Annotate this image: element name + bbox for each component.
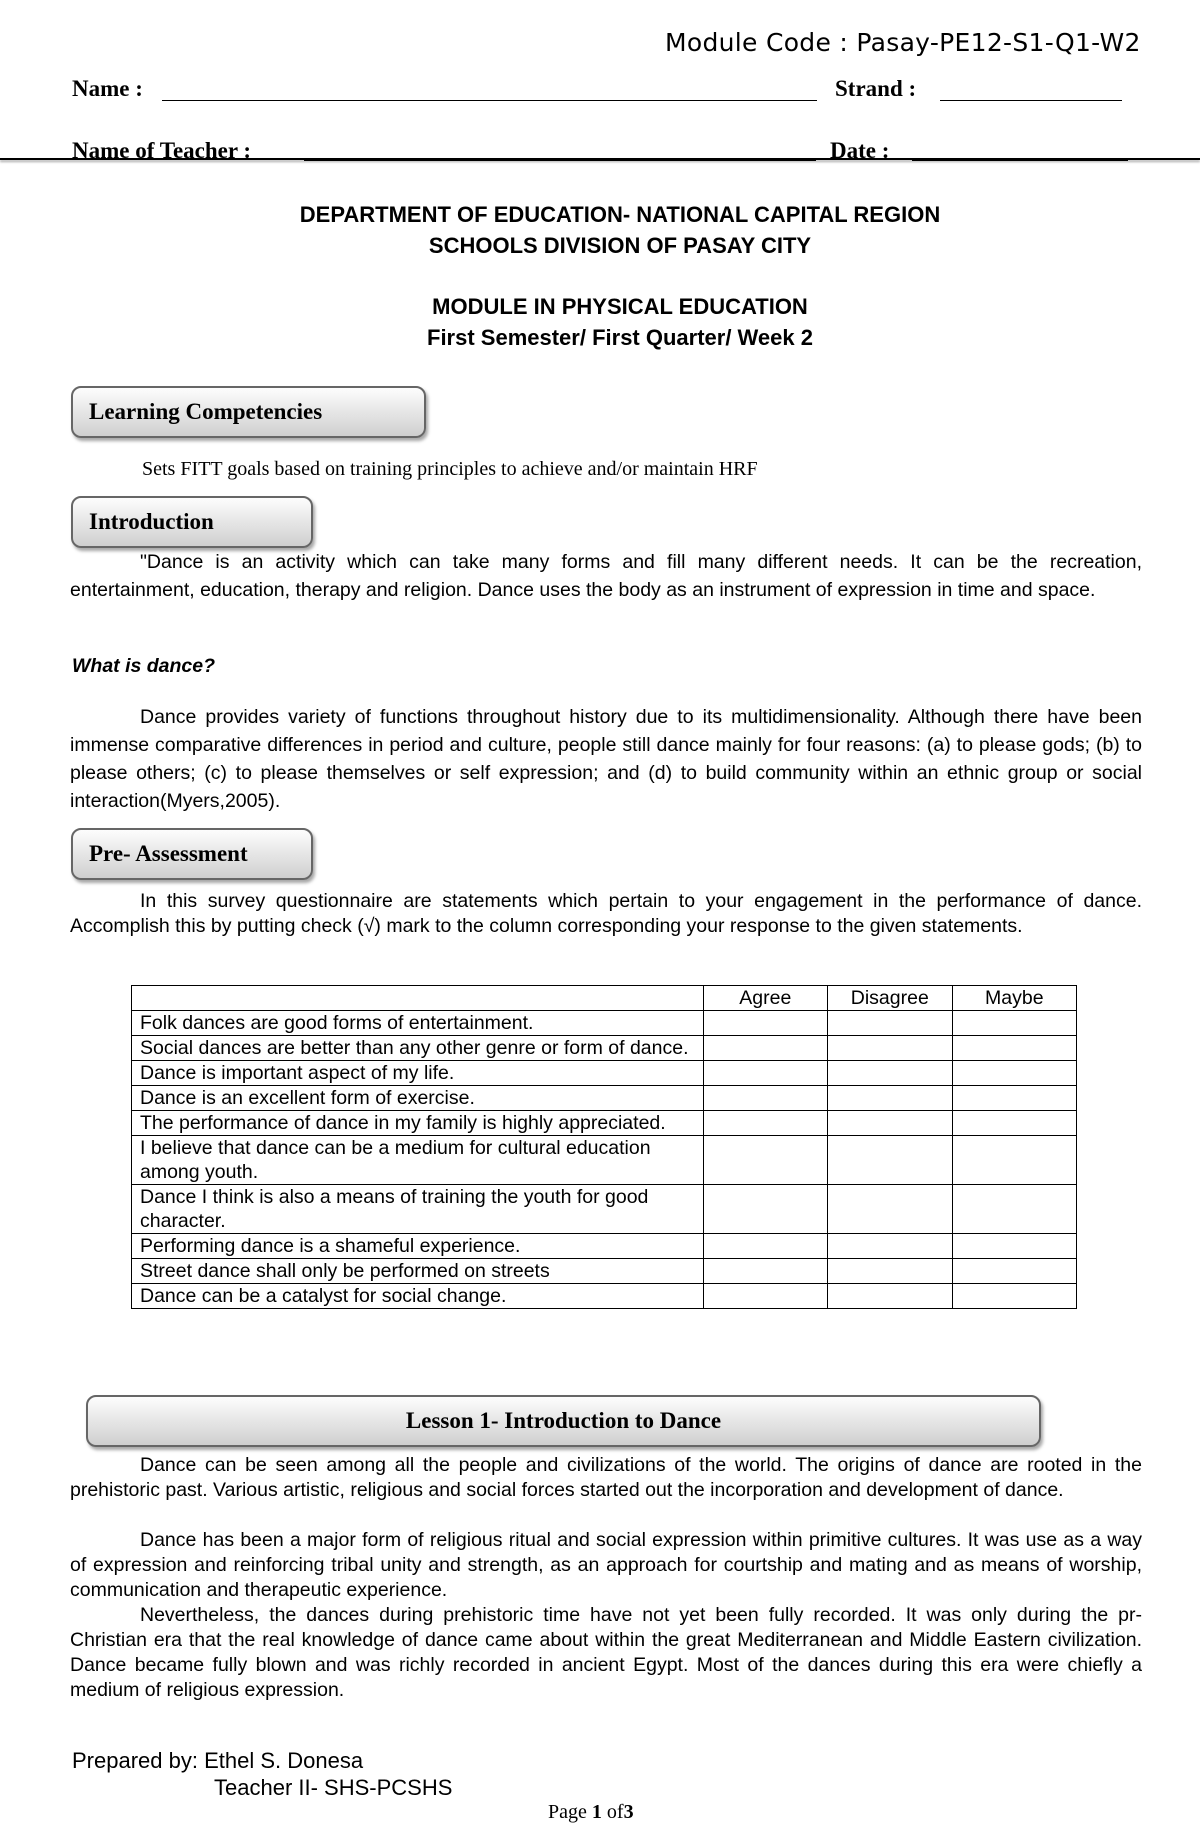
survey-row <box>132 1036 1077 1061</box>
what-is-dance-question: What is dance? <box>72 655 216 677</box>
survey-instructions-text: In this survey questionnaire are statements which pertain to your engagement in the performance of dance. Accomplish this by putting check (√) mark to the column corresponding your response to the given statements. <box>70 890 1142 937</box>
lesson1-paragraph-2-text: Dance has been a major form of religious ritual and social expression within primitive cultures. It was use as a way of expression and reinforcing tribal unity and strength, as an approach for courtship and mating and as means of worship, communication and therapeutic experience. <box>70 1529 1142 1601</box>
survey-row <box>132 1061 1077 1086</box>
date-field-line[interactable] <box>912 160 1128 161</box>
survey-statement: Dance is important aspect of my life. <box>132 1061 704 1086</box>
current-page: 1 <box>591 1801 602 1823</box>
maybe-checkbox-cell[interactable] <box>952 1185 1076 1234</box>
maybe-checkbox-cell[interactable] <box>952 1259 1076 1284</box>
agree-checkbox-cell[interactable] <box>703 1284 827 1309</box>
lesson1-paragraph-3 <box>70 1603 1142 1703</box>
lesson1-paragraph-1 <box>70 1453 1142 1503</box>
pre-assessment-heading <box>71 828 313 880</box>
competency-text: Sets FITT goals based on training principles to achieve and/or maintain HRF <box>142 458 758 480</box>
maybe-checkbox-cell[interactable] <box>952 1061 1076 1086</box>
lesson1-heading <box>86 1395 1041 1447</box>
agree-checkbox-cell[interactable] <box>703 1036 827 1061</box>
dance-functions-paragraph <box>70 703 1142 815</box>
lesson1-paragraph-2 <box>70 1528 1142 1603</box>
maybe-checkbox-cell[interactable] <box>952 1284 1076 1309</box>
agree-checkbox-cell[interactable] <box>703 1234 827 1259</box>
pre-assessment-label: Pre- Assessment <box>89 841 248 866</box>
survey-statement: Performing dance is a shameful experience. <box>132 1234 704 1259</box>
statement-column-header <box>132 986 704 1011</box>
disagree-column-header: Disagree <box>827 986 952 1011</box>
maybe-column-header: Maybe <box>952 986 1076 1011</box>
survey-statement: The performance of dance in my family is highly appreciated. <box>132 1111 704 1136</box>
disagree-checkbox-cell[interactable] <box>827 1086 952 1111</box>
disagree-checkbox-cell[interactable] <box>827 1011 952 1036</box>
survey-table <box>131 985 1077 1309</box>
name-label: Name : <box>72 76 143 101</box>
disagree-checkbox-cell[interactable] <box>827 1234 952 1259</box>
prepared-by: Prepared by: Ethel S. Donesa <box>72 1748 364 1773</box>
survey-row <box>132 1011 1077 1036</box>
semester-title: First Semester/ First Quarter/ Week 2 <box>427 325 813 350</box>
module-title: MODULE IN PHYSICAL EDUCATION <box>432 294 808 319</box>
introduction-paragraph-text: "Dance is an activity which can take many forms and fill many different needs. It can be the recreation, entertainment, education, therapy and religion. Dance uses the body as an instrument of expression in time and space. <box>70 551 1142 601</box>
maybe-checkbox-cell[interactable] <box>952 1036 1076 1061</box>
teacher-label: Name of Teacher : <box>72 138 252 163</box>
agree-checkbox-cell[interactable] <box>703 1011 827 1036</box>
survey-row <box>132 1284 1077 1309</box>
preparer-position: Teacher II- SHS-PCSHS <box>214 1775 453 1800</box>
agree-checkbox-cell[interactable] <box>703 1111 827 1136</box>
maybe-checkbox-cell[interactable] <box>952 1086 1076 1111</box>
total-pages: 3 <box>623 1801 634 1823</box>
lesson1-label: Lesson 1- Introduction to Dance <box>405 1408 722 1433</box>
maybe-checkbox-cell[interactable] <box>952 1011 1076 1036</box>
agree-column-header: Agree <box>703 986 827 1011</box>
learning-competencies-label: Learning Competencies <box>89 399 323 424</box>
agree-checkbox-cell[interactable] <box>703 1185 827 1234</box>
introduction-label: Introduction <box>89 509 214 534</box>
disagree-checkbox-cell[interactable] <box>827 1061 952 1086</box>
maybe-checkbox-cell[interactable] <box>952 1234 1076 1259</box>
survey-statement: Dance can be a catalyst for social change. <box>132 1284 704 1309</box>
department-title: DEPARTMENT OF EDUCATION- NATIONAL CAPITAL REGION <box>299 202 941 227</box>
teacher-field-line[interactable] <box>304 160 816 161</box>
learning-competencies-heading <box>71 386 426 438</box>
survey-row <box>132 1259 1077 1284</box>
disagree-checkbox-cell[interactable] <box>827 1111 952 1136</box>
survey-row <box>132 1234 1077 1259</box>
survey-statement: Street dance shall only be performed on streets <box>132 1259 704 1284</box>
disagree-checkbox-cell[interactable] <box>827 1259 952 1284</box>
agree-checkbox-cell[interactable] <box>703 1259 827 1284</box>
survey-statement: Dance I think is also a means of training the youth for good character. <box>132 1185 704 1234</box>
strand-field-line[interactable] <box>940 100 1122 101</box>
lesson1-paragraph-1-text: Dance can be seen among all the people and civilizations of the world. The origins of dance are rooted in the prehistoric past. Various artistic, religious and social forces started out the incorporation and development of dance. <box>70 1454 1142 1501</box>
survey-statement: Folk dances are good forms of entertainment. <box>132 1011 704 1036</box>
disagree-checkbox-cell[interactable] <box>827 1036 952 1061</box>
strand-label: Strand : <box>835 76 917 101</box>
survey-instructions <box>70 889 1142 939</box>
disagree-checkbox-cell[interactable] <box>827 1136 952 1185</box>
date-label: Date : <box>830 138 890 163</box>
of-word: of <box>606 1801 624 1823</box>
survey-row <box>132 1111 1077 1136</box>
survey-row <box>132 1086 1077 1111</box>
name-field-line[interactable] <box>162 100 817 101</box>
page-word: Page <box>548 1801 587 1823</box>
agree-checkbox-cell[interactable] <box>703 1061 827 1086</box>
disagree-checkbox-cell[interactable] <box>827 1284 952 1309</box>
lesson1-paragraph-3-text: Nevertheless, the dances during prehistoric time have not yet been fully recorded. It was only during the pr- Christian era that the real knowledge of dance came about within the great Mediterranean and Middle Eastern civilization. Dance became fully blown and was richly recorded in ancient Egypt. Most of the dances during this era were chiefly a medium of religious expression. <box>70 1604 1142 1701</box>
introduction-heading <box>71 496 313 548</box>
survey-statement: Social dances are better than any other genre or form of dance. <box>132 1036 704 1061</box>
module-code: Module Code : Pasay-PE12-S1-Q1-W2 <box>665 28 1141 57</box>
survey-statement: I believe that dance can be a medium for cultural education among youth. <box>132 1136 704 1185</box>
survey-header-row <box>132 986 1077 1011</box>
division-title: SCHOOLS DIVISION OF PASAY CITY <box>428 233 812 258</box>
header-divider <box>0 158 1200 160</box>
page-number <box>548 1801 634 1824</box>
introduction-paragraph <box>70 548 1142 604</box>
disagree-checkbox-cell[interactable] <box>827 1185 952 1234</box>
maybe-checkbox-cell[interactable] <box>952 1136 1076 1185</box>
survey-row <box>132 1136 1077 1185</box>
agree-checkbox-cell[interactable] <box>703 1136 827 1185</box>
survey-statement: Dance is an excellent form of exercise. <box>132 1086 704 1111</box>
agree-checkbox-cell[interactable] <box>703 1086 827 1111</box>
survey-row <box>132 1185 1077 1234</box>
maybe-checkbox-cell[interactable] <box>952 1111 1076 1136</box>
dance-functions-text: Dance provides variety of functions throughout history due to its multidimensionality. Although there have been immense comparative differences in period and culture, people still dance mainly for four reasons: (a) to please gods; (b) to please others; (c) to please themselves or self expression; and (d) to build community within an ethnic group or social interaction(Myers,2005). <box>70 706 1142 812</box>
